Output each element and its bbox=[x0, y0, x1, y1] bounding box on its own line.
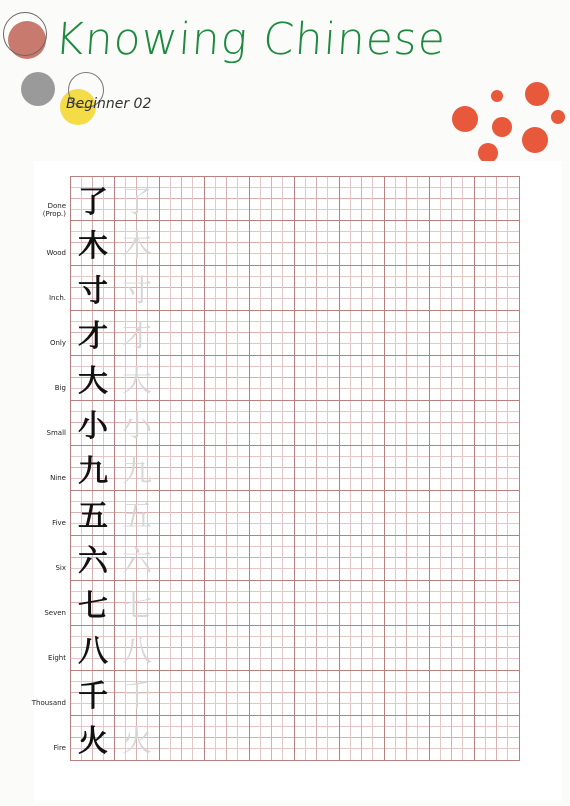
practice-cell bbox=[385, 356, 430, 401]
trace-character: 小 bbox=[122, 409, 152, 444]
practice-cell bbox=[205, 356, 250, 401]
practice-cell bbox=[385, 446, 430, 491]
practice-cell bbox=[340, 401, 385, 446]
practice-cell bbox=[160, 491, 205, 536]
practice-cell bbox=[160, 401, 205, 446]
trace-cell bbox=[115, 356, 160, 401]
trace-character: 寸 bbox=[122, 274, 152, 309]
row-label: Five bbox=[52, 519, 66, 527]
practice-cell bbox=[475, 626, 520, 671]
model-character: 八 bbox=[78, 634, 108, 669]
orange-dot bbox=[522, 127, 548, 153]
row-label: Thousand bbox=[31, 699, 66, 707]
practice-cell bbox=[295, 626, 340, 671]
practice-cell bbox=[385, 401, 430, 446]
practice-cell bbox=[475, 671, 520, 716]
row-label: Nine bbox=[50, 474, 66, 482]
practice-cell bbox=[475, 401, 520, 446]
practice-cell bbox=[160, 311, 205, 356]
practice-cell bbox=[295, 266, 340, 311]
practice-cell bbox=[430, 401, 475, 446]
outline-ring bbox=[3, 12, 47, 56]
practice-cell bbox=[475, 356, 520, 401]
practice-cell bbox=[295, 671, 340, 716]
orange-dot bbox=[452, 106, 478, 132]
practice-cell bbox=[160, 356, 205, 401]
row-label: Small bbox=[46, 429, 66, 437]
practice-cell bbox=[340, 311, 385, 356]
practice-row bbox=[70, 176, 520, 221]
trace-character: 八 bbox=[122, 634, 152, 669]
practice-cell bbox=[475, 716, 520, 761]
model-character: 大 bbox=[78, 364, 108, 399]
row-label: Only bbox=[49, 339, 66, 347]
practice-cell bbox=[340, 446, 385, 491]
practice-cell bbox=[250, 491, 295, 536]
practice-cell bbox=[340, 536, 385, 581]
practice-cell bbox=[340, 356, 385, 401]
practice-cell bbox=[475, 581, 520, 626]
trace-character: 七 bbox=[122, 589, 152, 624]
model-character: 火 bbox=[78, 724, 108, 759]
practice-cell bbox=[205, 446, 250, 491]
trace-cell bbox=[115, 401, 160, 446]
trace-character: 大 bbox=[122, 364, 152, 399]
orange-dot bbox=[491, 90, 503, 102]
practice-cell bbox=[340, 176, 385, 221]
practice-cell bbox=[205, 221, 250, 266]
practice-cell bbox=[160, 536, 205, 581]
practice-row bbox=[70, 266, 520, 311]
practice-cell bbox=[430, 266, 475, 311]
practice-cell bbox=[205, 311, 250, 356]
trace-cell bbox=[115, 311, 160, 356]
model-character: 七 bbox=[78, 589, 108, 624]
practice-cell bbox=[160, 626, 205, 671]
practice-cell bbox=[160, 266, 205, 311]
model-character: 寸 bbox=[78, 274, 108, 309]
model-cell bbox=[70, 446, 115, 491]
trace-cell bbox=[115, 446, 160, 491]
practice-cell bbox=[340, 716, 385, 761]
practice-cell bbox=[475, 491, 520, 536]
model-cell bbox=[70, 626, 115, 671]
practice-cell bbox=[475, 311, 520, 356]
practice-cell bbox=[295, 581, 340, 626]
practice-cell bbox=[250, 266, 295, 311]
practice-cell bbox=[205, 671, 250, 716]
practice-cell bbox=[430, 221, 475, 266]
practice-cell bbox=[160, 176, 205, 221]
practice-cell bbox=[250, 311, 295, 356]
practice-cell bbox=[385, 176, 430, 221]
row-label: Eight bbox=[48, 654, 66, 662]
trace-cell bbox=[115, 266, 160, 311]
practice-cell bbox=[295, 401, 340, 446]
practice-cell bbox=[250, 536, 295, 581]
practice-cell bbox=[205, 266, 250, 311]
practice-cell bbox=[430, 671, 475, 716]
orange-dot bbox=[478, 143, 498, 163]
trace-cell bbox=[115, 581, 160, 626]
row-label-part: Done bbox=[47, 202, 66, 210]
model-cell bbox=[70, 536, 115, 581]
page-title: Knowing Chinese bbox=[53, 14, 448, 65]
row-label: Fire bbox=[53, 744, 66, 752]
model-cell bbox=[70, 356, 115, 401]
model-cell bbox=[70, 176, 115, 221]
practice-cell bbox=[160, 581, 205, 626]
practice-cell bbox=[250, 626, 295, 671]
practice-cell bbox=[160, 446, 205, 491]
practice-cell bbox=[205, 536, 250, 581]
practice-cell bbox=[430, 536, 475, 581]
model-character: 五 bbox=[78, 499, 108, 534]
practice-cell bbox=[250, 581, 295, 626]
practice-cell bbox=[160, 716, 205, 761]
practice-cell bbox=[430, 491, 475, 536]
row-label: Wood bbox=[46, 249, 66, 257]
practice-cell bbox=[250, 401, 295, 446]
practice-cell bbox=[295, 716, 340, 761]
practice-cell bbox=[430, 176, 475, 221]
practice-cell bbox=[475, 446, 520, 491]
practice-cell bbox=[295, 491, 340, 536]
model-character: 了 bbox=[78, 185, 108, 220]
practice-cell bbox=[250, 356, 295, 401]
trace-cell bbox=[115, 536, 160, 581]
model-cell bbox=[70, 716, 115, 761]
practice-cell bbox=[250, 176, 295, 221]
practice-cell bbox=[430, 311, 475, 356]
practice-row bbox=[70, 221, 520, 266]
practice-row bbox=[70, 671, 520, 716]
model-cell bbox=[70, 671, 115, 716]
practice-cell bbox=[385, 581, 430, 626]
orange-dot bbox=[551, 110, 565, 124]
trace-character: 九 bbox=[122, 454, 152, 489]
trace-cell bbox=[115, 221, 160, 266]
practice-cell bbox=[205, 401, 250, 446]
practice-cell bbox=[205, 626, 250, 671]
row-label-part: (Prop.) bbox=[42, 210, 66, 218]
practice-cell bbox=[385, 266, 430, 311]
orange-dot bbox=[525, 82, 549, 106]
practice-row bbox=[70, 401, 520, 446]
practice-cell bbox=[385, 221, 430, 266]
trace-cell bbox=[115, 716, 160, 761]
practice-cell bbox=[475, 266, 520, 311]
model-character: 木 bbox=[78, 229, 108, 264]
practice-cell bbox=[295, 221, 340, 266]
practice-cell bbox=[430, 581, 475, 626]
practice-cell bbox=[340, 581, 385, 626]
trace-character: 千 bbox=[122, 679, 152, 714]
practice-cell bbox=[250, 671, 295, 716]
practice-cell bbox=[340, 491, 385, 536]
practice-cell bbox=[340, 626, 385, 671]
model-cell bbox=[70, 581, 115, 626]
practice-cell bbox=[295, 311, 340, 356]
practice-cell bbox=[475, 221, 520, 266]
practice-row bbox=[70, 356, 520, 401]
practice-cell bbox=[475, 536, 520, 581]
practice-cell bbox=[205, 716, 250, 761]
practice-cell bbox=[430, 356, 475, 401]
trace-character: 才 bbox=[122, 319, 152, 354]
page-subtitle: Beginner 02 bbox=[66, 96, 152, 112]
trace-character: 了 bbox=[122, 185, 152, 220]
practice-cell bbox=[250, 221, 295, 266]
practice-cell bbox=[160, 221, 205, 266]
gray-circle bbox=[21, 72, 55, 106]
row-label: Six bbox=[55, 564, 66, 572]
practice-cell bbox=[295, 356, 340, 401]
practice-cell bbox=[475, 176, 520, 221]
trace-character: 火 bbox=[122, 724, 152, 759]
orange-dot bbox=[492, 117, 512, 137]
model-character: 小 bbox=[78, 409, 108, 444]
practice-cell bbox=[160, 671, 205, 716]
practice-cell bbox=[205, 581, 250, 626]
practice-cell bbox=[340, 266, 385, 311]
practice-cell bbox=[385, 671, 430, 716]
model-character: 六 bbox=[78, 544, 108, 579]
practice-cell bbox=[295, 446, 340, 491]
row-label bbox=[6, 202, 66, 218]
model-character: 才 bbox=[78, 319, 108, 354]
practice-cell bbox=[340, 221, 385, 266]
trace-cell bbox=[115, 176, 160, 221]
practice-cell bbox=[250, 716, 295, 761]
practice-cell bbox=[250, 446, 295, 491]
trace-cell bbox=[115, 626, 160, 671]
model-cell bbox=[70, 266, 115, 311]
trace-cell bbox=[115, 671, 160, 716]
practice-row bbox=[70, 626, 520, 671]
practice-row bbox=[70, 491, 520, 536]
model-cell bbox=[70, 401, 115, 446]
practice-cell bbox=[385, 491, 430, 536]
practice-row bbox=[70, 536, 520, 581]
practice-row bbox=[70, 311, 520, 356]
practice-cell bbox=[385, 626, 430, 671]
row-label: Inch. bbox=[48, 294, 66, 302]
model-cell bbox=[70, 221, 115, 266]
practice-cell bbox=[295, 176, 340, 221]
practice-cell bbox=[205, 176, 250, 221]
practice-cell bbox=[385, 536, 430, 581]
practice-cell bbox=[295, 536, 340, 581]
model-cell bbox=[70, 491, 115, 536]
trace-cell bbox=[115, 491, 160, 536]
practice-cell bbox=[205, 491, 250, 536]
practice-cell bbox=[430, 716, 475, 761]
trace-character: 六 bbox=[122, 544, 152, 579]
row-label: Seven bbox=[44, 609, 66, 617]
model-character: 九 bbox=[78, 454, 108, 489]
trace-character: 五 bbox=[122, 499, 152, 534]
row-label: Big bbox=[54, 384, 66, 392]
practice-cell bbox=[385, 311, 430, 356]
model-character: 千 bbox=[78, 679, 108, 714]
practice-row bbox=[70, 716, 520, 761]
practice-cell bbox=[340, 671, 385, 716]
practice-row bbox=[70, 581, 520, 626]
practice-row bbox=[70, 446, 520, 491]
trace-character: 木 bbox=[122, 229, 152, 264]
practice-cell bbox=[430, 446, 475, 491]
practice-cell bbox=[430, 626, 475, 671]
model-cell bbox=[70, 311, 115, 356]
practice-cell bbox=[385, 716, 430, 761]
